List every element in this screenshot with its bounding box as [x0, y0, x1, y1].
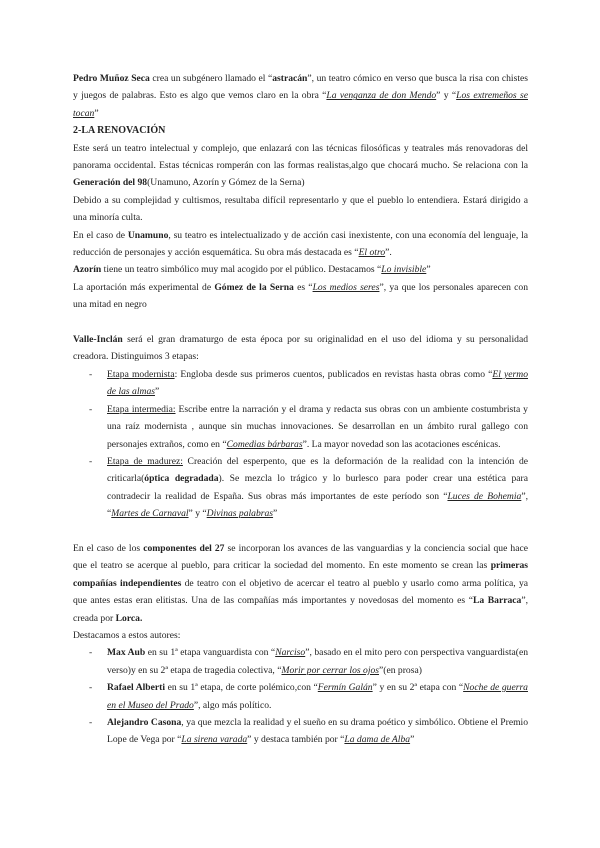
work-title: Comedias bárbaras	[226, 438, 303, 450]
generation-name: Generación del 98	[73, 177, 148, 189]
author-name: Rafael Alberti	[107, 682, 166, 694]
author-name: Lorca.	[115, 612, 143, 624]
stage-label: Etapa intermedia:	[107, 403, 176, 415]
gen27-paragraph: En el caso de los componentes del 27 se incorporan los avances de las vanguardias y la conciencia social que hace que el teatro se acerque al pueblo, para criticar la sociedad del momento. En este momento se crean las primeras compañías independientes de teatro con el objetivo de acercar el teatro al pueblo y usarlo como arma política, ya que antes estas eran elitistas. Una de las compañías más importantes y novedosas del momento es “La Barraca”, creada por Lorca.	[73, 542, 529, 624]
stage-label: Etapa de madurez:	[107, 455, 183, 467]
paragraph-gap	[73, 314, 528, 331]
author-name: Max Aub	[107, 647, 146, 659]
work-title: Morir por cerrar los ojos	[281, 664, 380, 676]
gomez-serna-paragraph: La aportación más experimental de Gómez de la Serna es “Los medios seres”, ya que los personales aparecen con una mitad en negro	[73, 281, 529, 311]
work-title: Fermín Galán	[317, 682, 373, 694]
authors-list	[73, 644, 528, 748]
authors-intro: Destacamos a estos autores:	[73, 629, 181, 641]
author-name: Azorín	[73, 264, 102, 276]
list-item: - Etapa de madurez: Creación del esperpento, que es la deformación de la realidad con la intención de criticarla(óptica degradada). Se mezcla lo trágico y lo burlesco para poder crear una estética para contradecir la realidad de España. Sus obras más importantes de este período son “Luces de Bohemia”, “Martes de Carnaval” y “Divinas palabras”	[107, 453, 528, 523]
work-title: El otro	[358, 247, 386, 259]
work-title: Luces de Bohemia	[447, 490, 522, 502]
work-title: Divinas palabras	[206, 508, 274, 520]
list-item: - Etapa intermedia: Escribe entre la narración y el drama y redacta sus obras con un ambiente costumbrista y una raíz modernista , aunque sin muchas innovaciones. Se desarrollan en un ámbito rural gallego con personajes extraños, como en “Comedias bárbaras”. La mayor novedad son las acotaciones escénicas.	[107, 401, 528, 453]
list-item: - Rafael Alberti en su 1ª etapa, de corte polémico,con “Fermín Galán” y en su 2ª etapa con “Noche de guerra en el Museo del Prado”, algo más político.	[107, 679, 528, 714]
work-title: La dama de Alba	[344, 734, 411, 746]
work-title: Narciso	[275, 647, 306, 659]
author-name: Gómez de la Serna	[214, 281, 294, 293]
section-heading: 2-LA RENOVACIÓN	[73, 125, 166, 137]
work-title: Los medios seres	[312, 281, 380, 293]
author-name: Unamuno	[127, 229, 169, 241]
azorin-paragraph: Azorín tiene un teatro simbólico muy mal acogido por el público. Destacamos “Lo invisible”	[73, 264, 431, 276]
author-name: Valle-Inclán	[73, 334, 123, 346]
complexity-paragraph: Debido a su complejidad y cultismos, resultaba difícil representarlo y que el pueblo lo entendiera. Estará dirigido a una minoría culta.	[73, 194, 528, 224]
key-term: óptica degradada	[144, 473, 219, 485]
valle-stages-list	[73, 366, 528, 523]
work-title: El yermo de las almas	[107, 368, 528, 398]
valle-inclan-paragraph: Valle-Inclán será el gran dramaturgo de esta época por su originalidad en el uso del idioma y su personalidad creadora. Distinguimos 3 etapas:	[73, 334, 528, 363]
work-title: La venganza de don Mendo	[326, 90, 437, 102]
list-item: - Alejandro Casona, ya que mezcla la realidad y el sueño en su drama poético y simbólico. Obtiene el Premio Lope de Vega por “La sirena varada” y destaca también por “La dama de Alba”	[107, 714, 528, 749]
work-title: Noche de guerra en el Museo del Prado	[107, 682, 528, 711]
work-title: Lo invisible	[381, 264, 427, 276]
work-title: La sirena varada	[181, 734, 248, 746]
key-term: componentes del 27	[143, 542, 225, 554]
stage-label: Etapa modernista	[107, 368, 175, 380]
work-title: Los extremeños se tocan	[73, 90, 528, 119]
list-item: - Etapa modernista: Engloba desde sus primeros cuentos, publicados en revistas hasta obras como “El yermo de las almas”	[107, 366, 528, 401]
author-name: Pedro Muñoz Seca	[73, 73, 150, 84]
key-term: primeras compañías independientes	[73, 560, 528, 589]
company-name: La Barraca	[472, 595, 522, 607]
unamuno-paragraph: En el caso de Unamuno, su teatro es intelectualizado y de acción casi inexistente, con una economía del lenguaje, la reducción de personajes y acción esquemática. Su obra más destacada es “El otro”.	[73, 229, 528, 259]
intro-paragraph: Pedro Muñoz Seca crea un subgénero llamado el “astracán”, un teatro cómico en verso que busca la risa con chistes y juegos de palabras. Esto es algo que vemos claro en la obra “La venganza de don Mendo” y “Los extremeños se tocan”	[73, 73, 528, 119]
renovacion-paragraph: Este será un teatro intelectual y complejo, que enlazará con las técnicas filosóficas y teatrales más renovadoras del panorama occidental. Estas técnicas romperán con las formas realistas,algo que chocará mucho. Se relaciona con la Generación del 98(Unamuno, Azorín y Gómez de la Serna)	[73, 142, 528, 189]
document-page	[73, 70, 528, 749]
work-title: Martes de Carnaval	[111, 508, 189, 520]
list-item: - Max Aub en su 1ª etapa vanguardista con “Narciso”, basado en el mito pero con perspectiva vanguardista(en verso)y en su 2ª etapa de tragedia colectiva, “Morir por cerrar los ojos”(en prosa)	[107, 644, 528, 679]
author-name: Alejandro Casona	[107, 717, 182, 728]
paragraph-gap	[73, 523, 528, 540]
genre-name: astracán	[272, 73, 308, 84]
